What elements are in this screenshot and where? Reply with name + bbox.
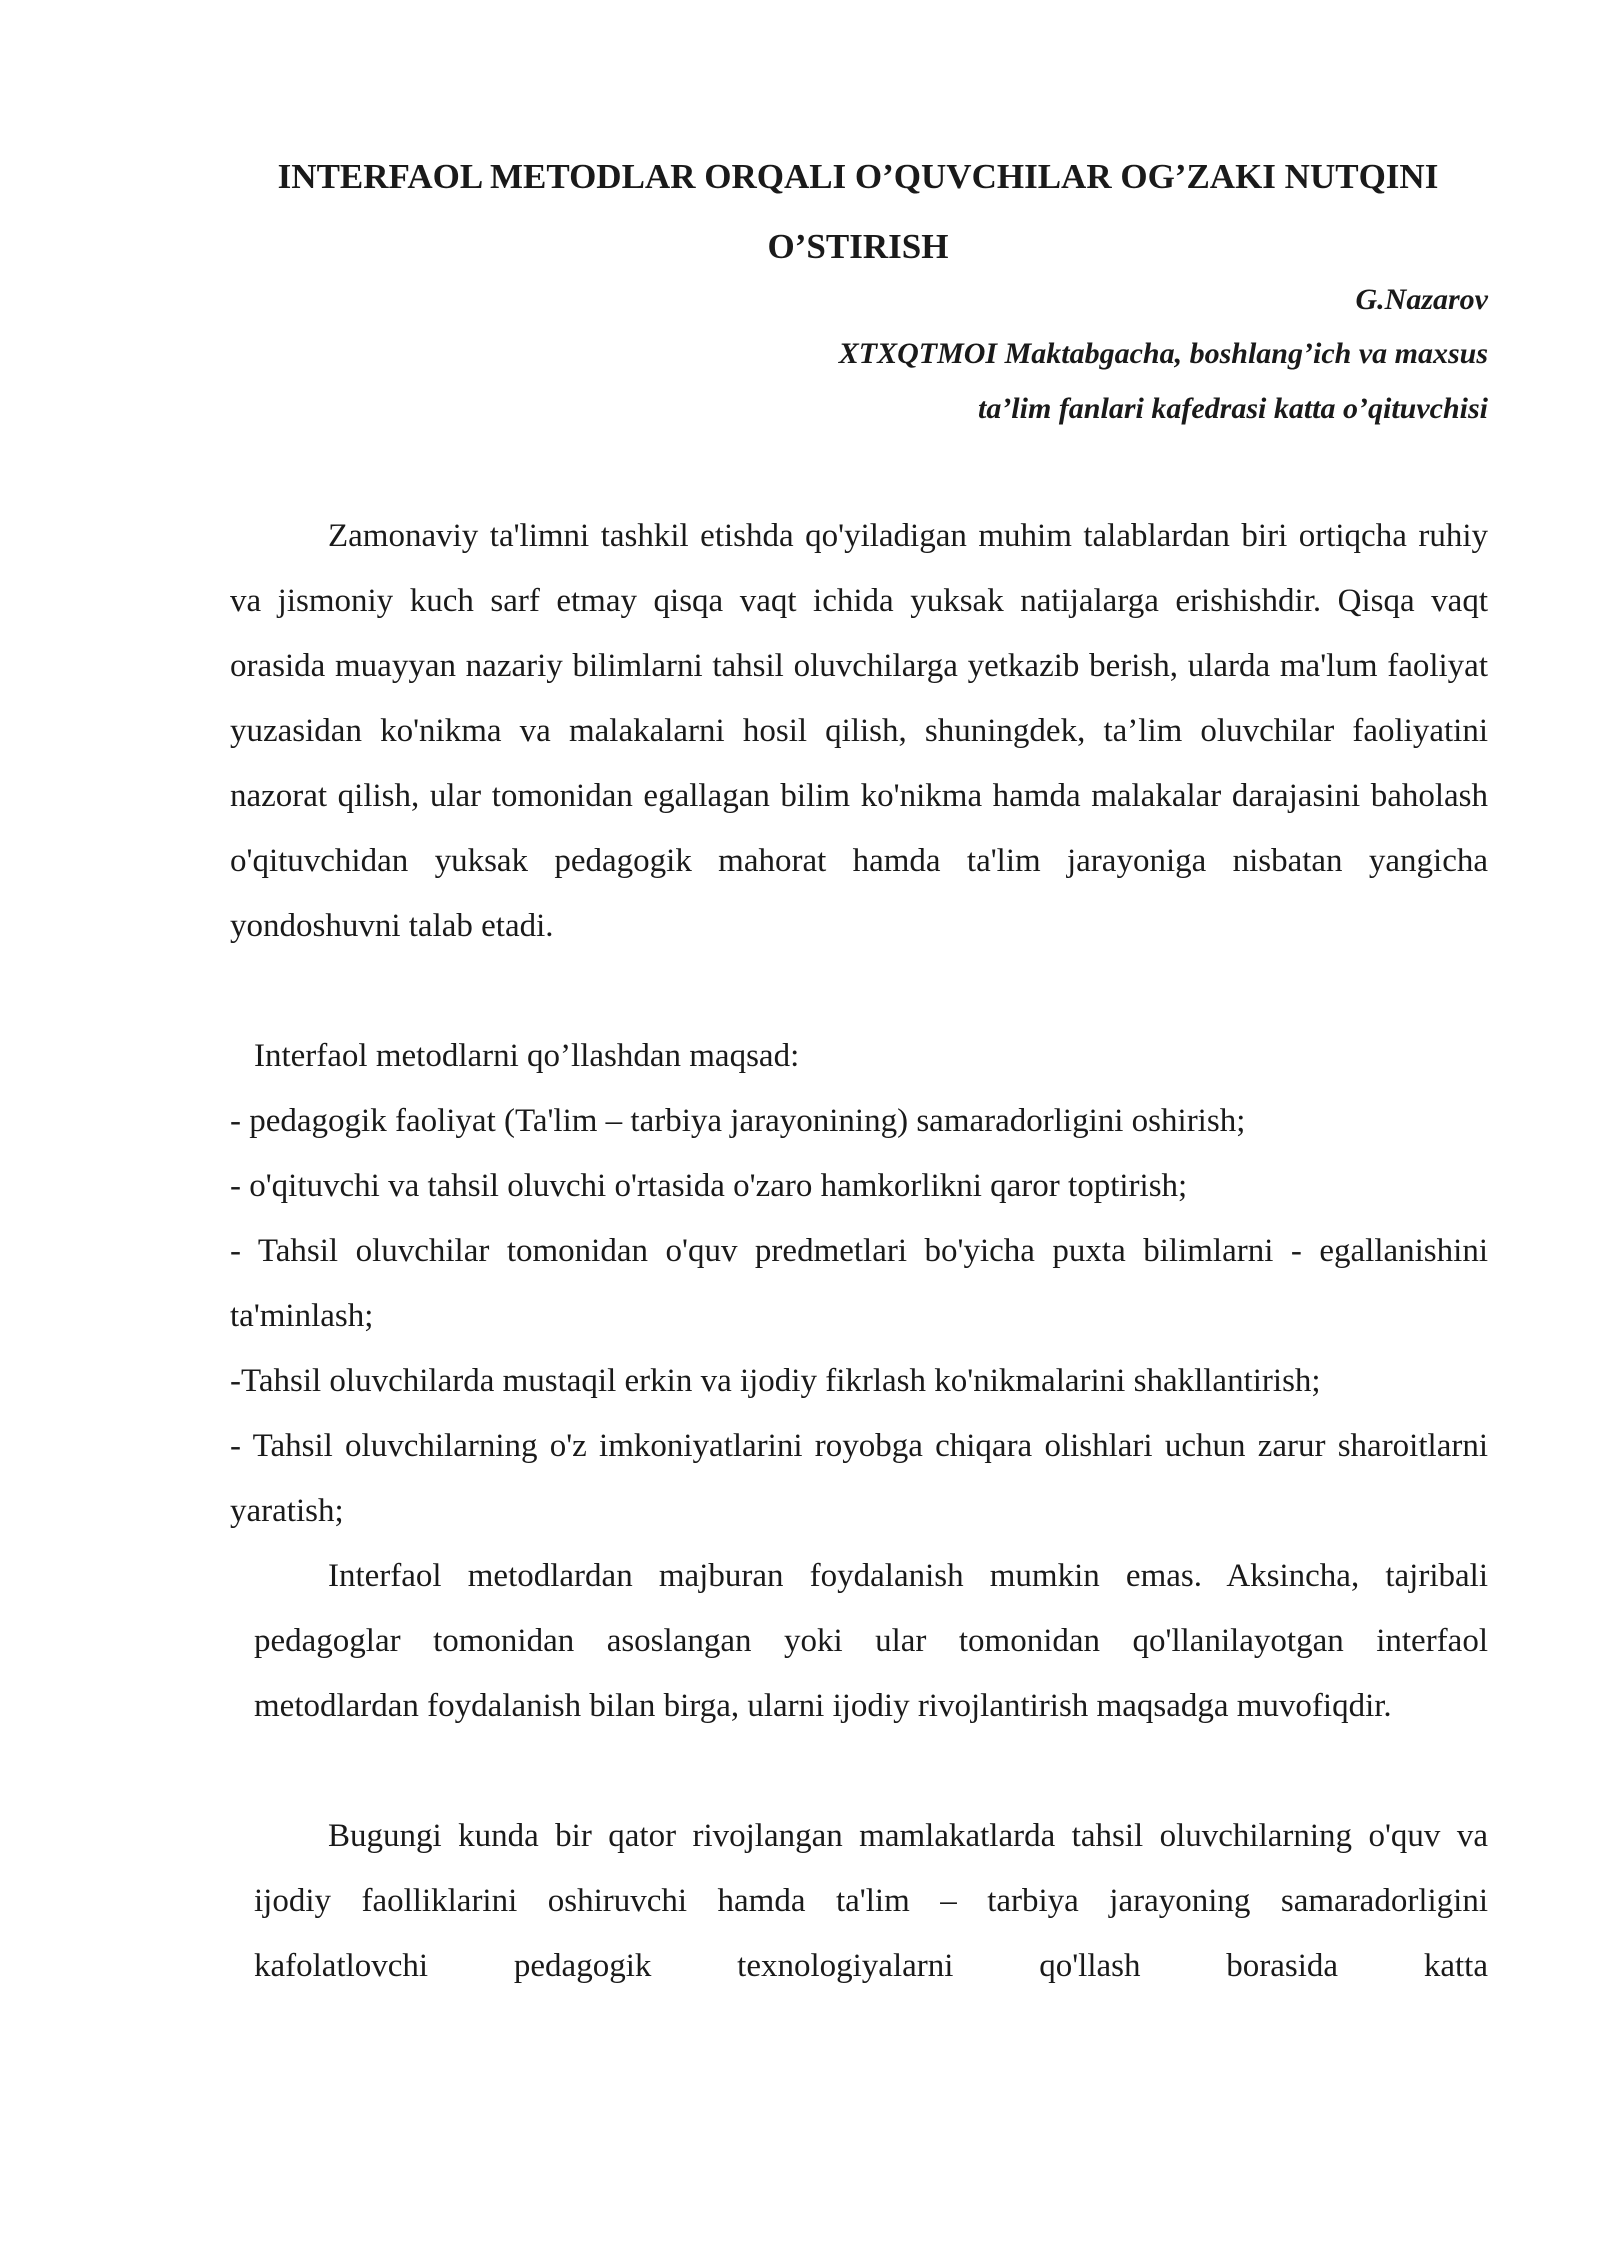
paragraph-intro: Zamonaviy ta'limni tashkil etishda qo'yiladigan muhim talablardan biri ortiqcha ruhiy va jismoniy kuch sarf etmay qisqa vaqt ichida yuksak natijalarga erishishdir. Qisqa vaqt orasida muayyan nazariy bilimlarni tahsil oluvchilarga yetkazib berish, ularda ma'lum faoliyat yuzasidan ko'nikma va malakalarni hosil qilish, shuningdek, ta’lim oluvchilar faoliyatini nazorat qilish, ular tomonidan egallagan bilim ko'nikma hamda malakalar darajasini baholash o'qituvchidan yuksak pedagogik mahorat hamda ta'lim jarayoniga nisbatan yangicha yondoshuvni talab etadi. <box>230 518 1488 944</box>
goal-item: - Tahsil oluvchilarning o'z imkoniyatlarini royobga chiqara olishlari uchun zarur sharoitlarni yaratish; <box>230 1428 1488 1529</box>
goals-heading: Interfaol metodlarni qo’llashdan maqsad: <box>254 1038 800 1074</box>
title-line-2: O’STIRISH <box>767 227 949 266</box>
goal-item: -Tahsil oluvchilarda mustaqil erkin va ijodiy fikrlash ko'nikmalarini shakllantirish; <box>230 1363 1321 1399</box>
goal-item: - o'qituvchi va tahsil oluvchi o'rtasida o'zaro hamkorlikni qaror toptirish; <box>230 1168 1188 1204</box>
author-affiliation-line-1: XTXQTMOI Maktabgacha, boshlang’ich va maxsus <box>838 337 1488 370</box>
author-affiliation-line-2: ta’lim fanlari kafedrasi katta o’qituvchisi <box>977 392 1488 425</box>
goals-section <box>230 1024 1488 1544</box>
paragraph-interfaol: Interfaol metodlardan majburan foydalanish mumkin emas. Aksincha, tajribali pedagoglar tomonidan asoslangan yoki ular tomonidan qo'llanilayotgan interfaol metodlardan foydalanish bilan birga, ularni ijodiy rivojlantirish maqsadga muvofiqdir. <box>254 1558 1488 1724</box>
author-name: G.Nazarov <box>1355 283 1488 316</box>
paragraph-bugungi: Bugungi kunda bir qator rivojlangan mamlakatlarda tahsil oluvchilarning o'quv va ijodiy faolliklarini oshiruvchi hamda ta'lim – tarbiya jarayoning samaradorligini kafolatlovchi pedagogik texnologiyalarni qo'llash borasida katta <box>254 1818 1488 1984</box>
title-line-1: INTERFAOL METODLAR ORQALI O’QUVCHILAR OG’ZAKI NUTQINI <box>277 157 1439 196</box>
goal-item: - Tahsil oluvchilar tomonidan o'quv predmetlari bo'yicha puxta bilimlarni - egallanishini ta'minlash; <box>230 1233 1488 1334</box>
goal-item: - pedagogik faoliyat (Ta'lim – tarbiya jarayonining) samaradorligini oshirish; <box>230 1103 1246 1139</box>
article-title <box>228 142 1488 282</box>
